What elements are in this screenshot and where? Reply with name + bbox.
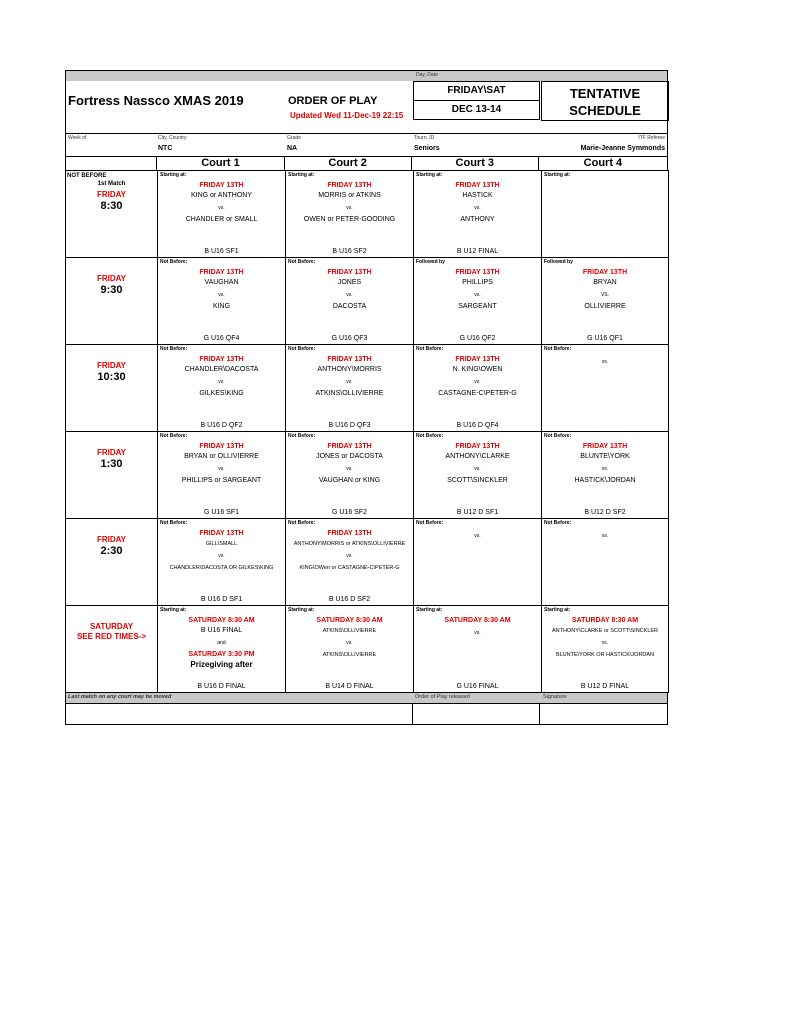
player-1: BLUNTE\YORK xyxy=(580,453,630,460)
match-day: FRIDAY 13TH xyxy=(582,269,628,276)
match-day: FRIDAY 13TH xyxy=(199,443,244,450)
grade-value: NA xyxy=(287,145,298,152)
vs-label: vs. xyxy=(346,379,353,385)
time-value: 2:30 xyxy=(100,545,123,557)
vs-label: vs. xyxy=(346,205,353,211)
tentative-line-2: SCHEDULE xyxy=(569,103,641,118)
event-code: B U16 D QF4 xyxy=(456,422,499,429)
grade-label: Grade xyxy=(287,135,301,141)
day-box: FRIDAY\SAT xyxy=(413,81,540,101)
player-1: CHANDLER\DACOSTA xyxy=(184,366,259,373)
vs-label: vs. xyxy=(218,553,225,559)
match-day: FRIDAY 13TH xyxy=(455,269,500,276)
match-day: SATURDAY 8:30 AM xyxy=(316,617,383,624)
see-red-times-note: SEE RED TIMES-> xyxy=(76,632,147,641)
vs-label: VS. xyxy=(600,292,610,298)
player-2: VAUGHAN or KING xyxy=(318,477,381,484)
schedule-row xyxy=(66,519,669,606)
player-2: OWEN or PETER-GOODING xyxy=(303,216,396,223)
match-day: FRIDAY 13TH xyxy=(455,182,500,189)
event-code: G U16 SF2 xyxy=(331,509,367,516)
vs-label: vs. xyxy=(601,640,609,646)
event-code: B U16 SF1 xyxy=(204,248,239,255)
player-1: JONES xyxy=(337,279,362,286)
start-label: Starting at: xyxy=(544,607,571,613)
match-day: FRIDAY 13TH xyxy=(327,530,372,537)
match-cell xyxy=(286,432,414,519)
start-label: Followed by xyxy=(416,259,445,265)
start-label: Not Before: xyxy=(416,433,444,439)
vs-label: vs. xyxy=(346,553,353,559)
player-1: BRYAN or OLLIVIERRE xyxy=(184,453,259,460)
time-day: SATURDAY xyxy=(89,622,134,631)
event-code: G U16 SF1 xyxy=(203,509,239,516)
match-day: FRIDAY 13TH xyxy=(455,443,500,450)
vs-label: vs. xyxy=(474,292,481,298)
tourn-id-label: Tourn. ID xyxy=(414,135,435,141)
time-value: 1:30 xyxy=(100,458,123,470)
updated-timestamp: Updated Wed 11-Dec-19 22:15 xyxy=(290,111,404,120)
not-before-label: NOT BEFORE xyxy=(67,173,107,179)
player-1: MORRIS or ATKINS xyxy=(318,192,381,199)
event-code: G U16 FINAL xyxy=(456,683,499,690)
player-1: GILL\SMALL xyxy=(205,541,238,547)
player-1: ANTHONY\CLARKE xyxy=(445,453,510,460)
player-2: CASTAGNE-C\PETER-G xyxy=(438,390,517,397)
week-of-label: Week of xyxy=(68,135,87,141)
vs-label: vs. xyxy=(601,466,609,472)
start-label: Starting at: xyxy=(160,172,187,178)
match-day: SATURDAY 8:30 AM xyxy=(571,617,639,624)
match-cell xyxy=(414,606,542,693)
match-cell xyxy=(286,345,414,432)
player-1: PHILLIPS xyxy=(462,279,493,286)
player-1: ANTHONY\MORRIS or ATKINS\OLLIVIERRE xyxy=(293,541,406,547)
player-2: SATURDAY 3:30 PM xyxy=(188,651,255,658)
match-day: FRIDAY 13TH xyxy=(455,356,500,363)
match-cell xyxy=(286,171,414,258)
schedule-row xyxy=(66,258,669,345)
time-day: FRIDAY xyxy=(96,535,127,544)
event-code: B U16 D QF3 xyxy=(328,422,371,429)
vs-label: vs. xyxy=(346,466,353,472)
court-1-header: Court 1 xyxy=(157,157,284,170)
match-cell xyxy=(542,258,669,345)
event-code: B U14 D FINAL xyxy=(325,683,374,690)
footer-bar xyxy=(65,693,668,704)
player-1: N. KING\OWEN xyxy=(452,366,503,373)
time-value: 9:30 xyxy=(100,284,123,296)
order-of-play-heading: ORDER OF PLAY xyxy=(288,95,378,107)
player-1: ANTHONY\MORRIS xyxy=(317,366,382,373)
footer-note: Last match on any court may be moved xyxy=(68,694,172,700)
match-day: FRIDAY 13TH xyxy=(327,356,372,363)
tentative-line-1: TENTATIVE xyxy=(569,86,641,101)
match-cell xyxy=(286,258,414,345)
match-cell xyxy=(414,258,542,345)
player-2: DACOSTA xyxy=(332,303,367,310)
match-cell xyxy=(158,519,286,606)
player-2: ATKINS\OLLIVIERRE xyxy=(315,390,384,397)
vs-label: and xyxy=(217,640,226,646)
date-box: DEC 13-14 xyxy=(413,100,540,120)
player-2: BLUNTE\YORK OR HASTICK\JORDAN xyxy=(555,652,655,658)
court-3-header: Court 3 xyxy=(412,157,539,170)
player-2: CHANDLER or SMALL xyxy=(185,216,258,223)
match-cell xyxy=(542,432,669,519)
schedule-row xyxy=(66,606,669,693)
start-label: Starting at: xyxy=(160,607,187,613)
start-label: Not Before: xyxy=(544,520,572,526)
time-day: FRIDAY xyxy=(96,448,127,457)
city-value: NTC xyxy=(158,145,173,152)
player-2: ATKINS\OLLIVIERRE xyxy=(322,652,377,658)
court-header-spacer xyxy=(66,157,157,170)
meta-row xyxy=(65,133,668,156)
time-cell xyxy=(66,345,158,432)
start-label: Starting at: xyxy=(288,172,315,178)
schedule-row xyxy=(66,345,669,432)
event-code: B U16 SF2 xyxy=(332,248,367,255)
start-label: Starting at: xyxy=(544,172,571,178)
order-of-play-sheet xyxy=(65,70,668,725)
player-2: HASTICK\JORDAN xyxy=(574,477,636,484)
player-2: SCOTT\SINCKLER xyxy=(447,477,508,484)
start-label: Not Before: xyxy=(416,520,444,526)
tourn-id-value: Seniors xyxy=(414,145,440,152)
time-cell xyxy=(66,519,158,606)
vs-label: vs. xyxy=(474,379,481,385)
match-cell xyxy=(414,171,542,258)
player-1: HASTICK xyxy=(462,192,493,199)
vs-label: vs. xyxy=(601,533,609,539)
vs-label: vs. xyxy=(474,630,481,636)
vs-label: vs. xyxy=(218,205,225,211)
vs-label: vs. xyxy=(474,533,481,539)
start-label: Not Before: xyxy=(544,433,572,439)
match-cell xyxy=(414,345,542,432)
match-day: FRIDAY 13TH xyxy=(199,269,244,276)
match-day: FRIDAY 13TH xyxy=(199,182,244,189)
start-label: Not Before: xyxy=(416,346,444,352)
time-cell xyxy=(66,258,158,345)
released-label: Order of Play released xyxy=(415,694,471,700)
match-cell xyxy=(158,432,286,519)
player-1: B U16 FINAL xyxy=(200,627,243,634)
time-day: FRIDAY xyxy=(96,274,127,283)
footer-blank xyxy=(66,704,413,724)
match-day: FRIDAY 13TH xyxy=(199,530,244,537)
start-label: Not Before: xyxy=(288,433,316,439)
match-day: FRIDAY 13TH xyxy=(327,182,372,189)
match-day: SATURDAY 8:30 AM xyxy=(444,617,511,624)
time-cell xyxy=(66,606,158,693)
city-label: City, Country xyxy=(158,135,187,141)
time-value: 8:30 xyxy=(100,200,123,212)
vs-label: vs. xyxy=(218,466,225,472)
event-code: B U12 D SF2 xyxy=(584,509,626,516)
player-2: KING\OWen or CASTAGNE-C\PETER-G xyxy=(299,565,400,571)
player-2: GILKES\KING xyxy=(199,390,244,397)
schedule-row xyxy=(66,171,669,258)
match-cell xyxy=(158,345,286,432)
vs-label: vs. xyxy=(346,292,353,298)
vs-label: vs. xyxy=(474,205,481,211)
player-1: KING or ANTHONY xyxy=(190,192,253,199)
event-code: G U16 QF2 xyxy=(459,335,496,342)
match-cell xyxy=(286,606,414,693)
match-day: FRIDAY 13TH xyxy=(582,443,628,450)
signature-field[interactable] xyxy=(540,704,667,724)
player-2: PHILLIPS or SARGEANT xyxy=(181,477,262,484)
player-2: KING xyxy=(212,303,231,310)
court-header-row xyxy=(65,156,668,170)
event-code: G U16 QF3 xyxy=(331,335,368,342)
start-label: Starting at: xyxy=(288,607,315,613)
vs-label: vs. xyxy=(474,466,481,472)
event-code: G U16 QF1 xyxy=(587,335,623,342)
player-1: VAUGHAN xyxy=(204,279,239,286)
top-bar xyxy=(65,70,668,81)
start-label: Starting at: xyxy=(416,607,443,613)
match-cell xyxy=(414,519,542,606)
player-1: BRYAN xyxy=(593,279,617,286)
match-day: SATURDAY 8:30 AM xyxy=(188,617,255,624)
event-code: B U16 D SF1 xyxy=(200,596,243,603)
player-2: ANTHONY xyxy=(460,216,495,223)
time-cell xyxy=(66,432,158,519)
event-code: B U12 D SF1 xyxy=(456,509,499,516)
event-code: B U16 D FINAL xyxy=(197,683,246,690)
court-2-header: Court 2 xyxy=(285,157,412,170)
event-code: G U16 QF4 xyxy=(203,335,240,342)
start-label: Starting at: xyxy=(416,172,443,178)
time-day: FRIDAY xyxy=(96,190,127,199)
tournament-title: Fortress Nassco XMAS 2019 xyxy=(68,93,244,108)
schedule-row xyxy=(66,432,669,519)
match-cell xyxy=(158,258,286,345)
match-cell xyxy=(158,171,286,258)
start-label: Not Before: xyxy=(160,433,188,439)
start-label: Not Before: xyxy=(160,520,188,526)
start-label: Not Before: xyxy=(544,346,572,352)
player-1: JONES or DACOSTA xyxy=(316,453,383,460)
vs-label: vs. xyxy=(218,292,225,298)
vs-label: vs. xyxy=(346,640,353,646)
player-1: ANTHONY\CLARKE or SCOTT\SINCKLER xyxy=(551,628,659,634)
referee-value: Marie-Jeanne Symmonds xyxy=(580,145,665,152)
match-day: FRIDAY 13TH xyxy=(327,443,372,450)
time-cell xyxy=(66,171,158,258)
first-match-label: 1st Match xyxy=(97,181,126,187)
event-code: B U16 D QF2 xyxy=(200,422,243,429)
start-label: Followed by xyxy=(544,259,573,265)
schedule-grid xyxy=(65,170,669,693)
header xyxy=(65,81,668,133)
match-cell xyxy=(286,519,414,606)
signature-label: Signature xyxy=(543,694,567,700)
match-cell xyxy=(158,606,286,693)
court-4-header: Court 4 xyxy=(583,157,623,169)
vs-label: vs. xyxy=(218,379,225,385)
footer-fields xyxy=(65,704,668,725)
match-day: FRIDAY 13TH xyxy=(327,269,372,276)
start-label: Not Before: xyxy=(288,346,316,352)
player-2: OLLIVIERRE xyxy=(584,303,626,310)
start-label: Not Before: xyxy=(288,259,316,265)
event-code: B U12 FINAL xyxy=(456,248,499,255)
tentative-schedule-box xyxy=(541,81,669,121)
player-2: SARGEANT xyxy=(458,303,497,310)
day-date-label: Day, Date xyxy=(416,72,438,78)
time-day: FRIDAY xyxy=(96,361,127,370)
match-cell xyxy=(542,171,669,258)
event-code: B U12 D FINAL xyxy=(580,683,630,690)
vs-label: vs. xyxy=(601,359,609,365)
match-cell xyxy=(542,345,669,432)
prizegiving-note: Prizegiving after xyxy=(190,660,253,669)
player-2: CHANDLER\DACOSTA OR GILKES\KING xyxy=(169,565,274,571)
match-cell xyxy=(414,432,542,519)
referee-label: ITF Referee xyxy=(638,135,665,141)
match-cell xyxy=(542,606,669,693)
start-label: Not Before: xyxy=(288,520,316,526)
match-day: FRIDAY 13TH xyxy=(199,356,244,363)
start-label: Not Before: xyxy=(160,259,188,265)
released-field[interactable] xyxy=(413,704,541,724)
match-cell xyxy=(542,519,669,606)
event-code: B U16 D SF2 xyxy=(328,596,371,603)
time-value: 10:30 xyxy=(97,371,126,383)
player-1: ATKINS\OLLIVIERRE xyxy=(322,628,377,634)
start-label: Not Before: xyxy=(160,346,188,352)
